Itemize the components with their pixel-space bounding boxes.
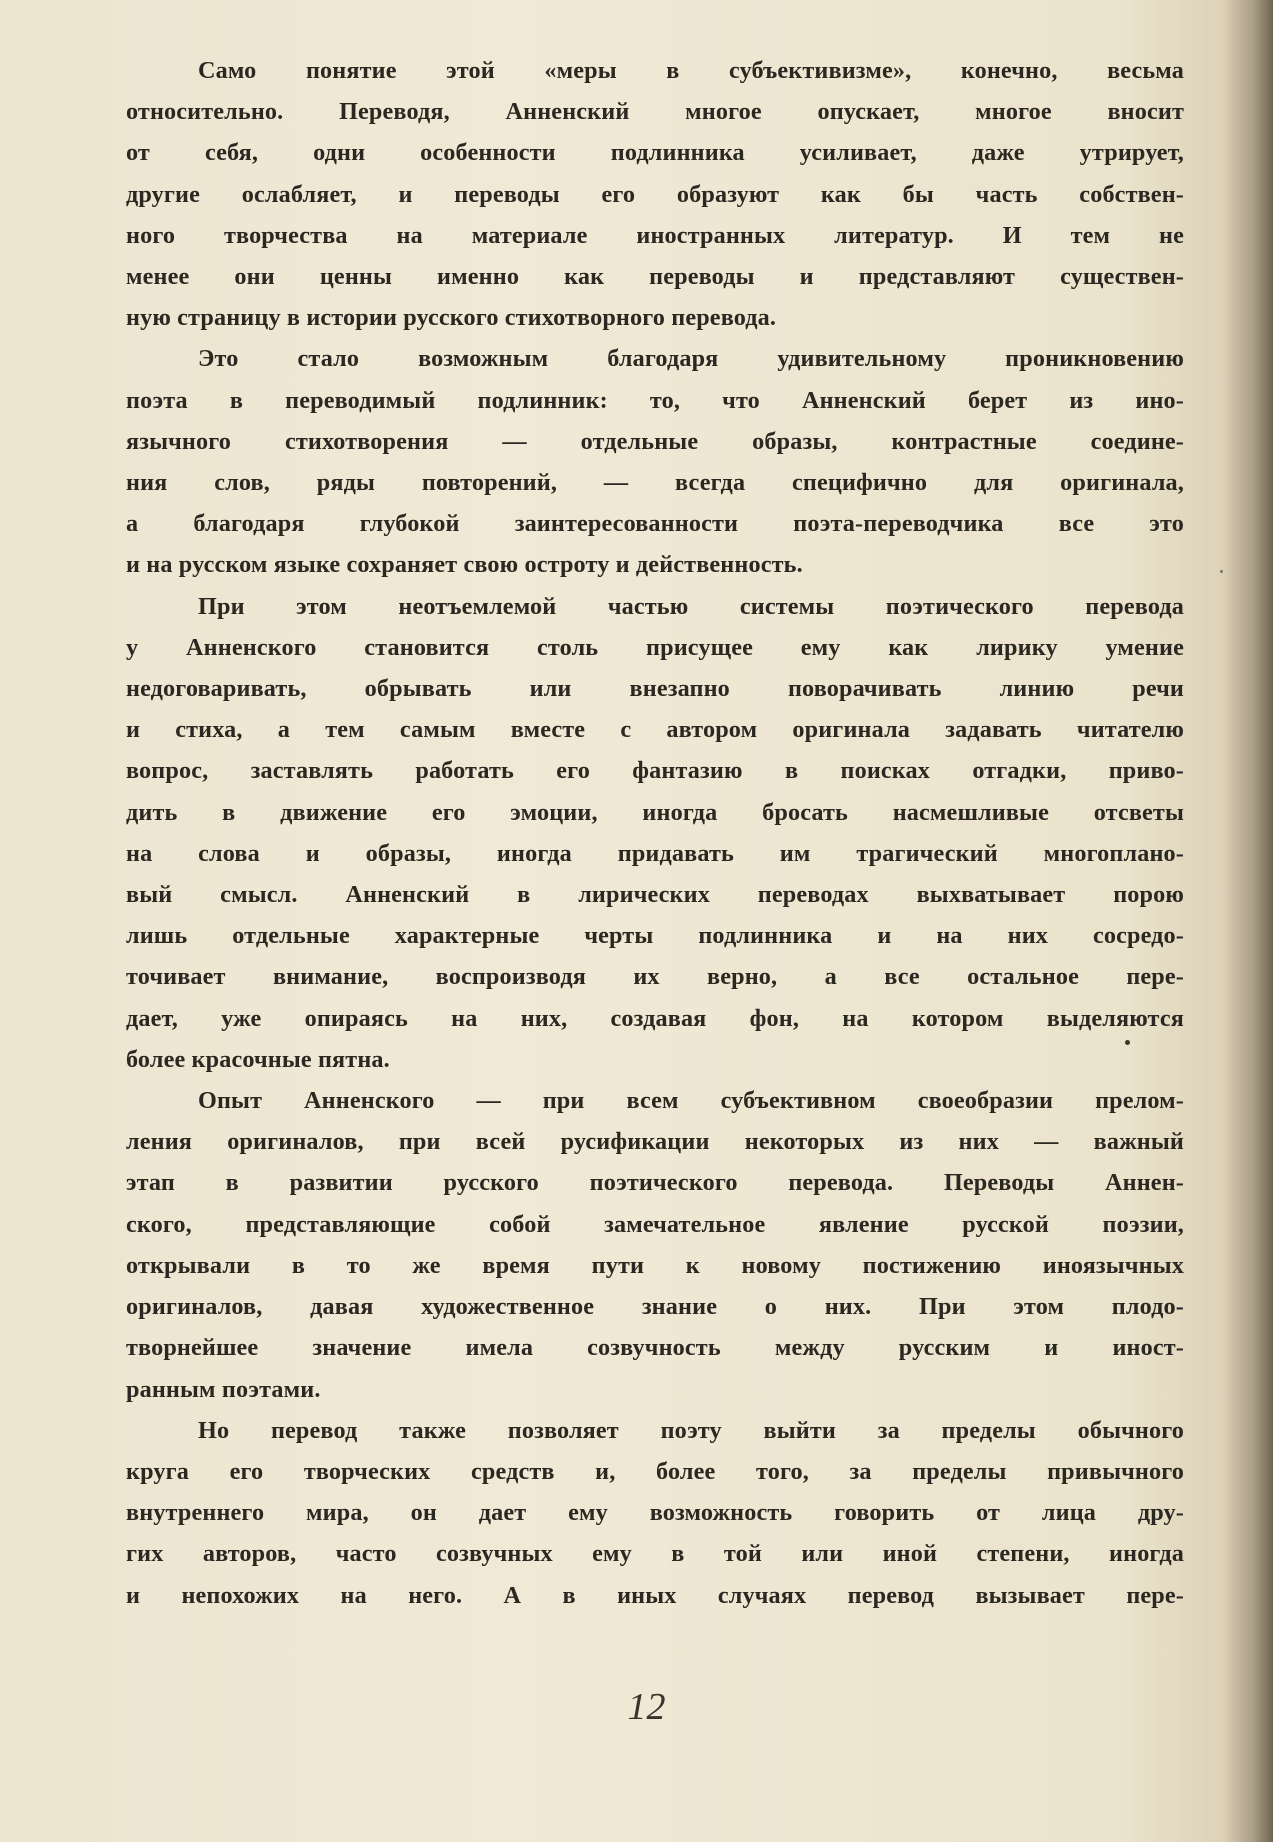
text-line: этап в развитии русского поэтического перевода. Переводы Аннен- xyxy=(126,1169,1184,1197)
text-line: и на русском языке сохраняет свою остроту и действенность. xyxy=(126,551,803,579)
text-line: а благодаря глубокой заинтересованности поэта-переводчика все это xyxy=(126,510,1184,538)
paragraph-5 xyxy=(126,1410,1184,1616)
text-line: ния слов, ряды повторений, — всегда специфично для оригинала, xyxy=(126,469,1184,497)
paragraph-1 xyxy=(126,50,1184,338)
text-line: ного творчества на материале иностранных литератур. И тем не xyxy=(126,221,1184,249)
text-line: ления оригиналов, при всей русификации некоторых из них — важный xyxy=(126,1128,1184,1156)
paper-speck xyxy=(1125,1040,1130,1045)
text-line: и непохожих на него. А в иных случаях перевод вызывает пере- xyxy=(126,1581,1184,1609)
text-line: внутреннего мира, он дает ему возможность говорить от лица дру- xyxy=(126,1499,1184,1527)
text-line: Это стало возможным благодаря удивительному проникновению xyxy=(198,345,1184,373)
text-line: гих авторов, часто созвучных ему в той или иной степени, иногда xyxy=(126,1540,1184,1568)
paragraph-4 xyxy=(126,1080,1184,1410)
text-line: творнейшее значение имела созвучность между русским и иност- xyxy=(126,1334,1184,1362)
text-line: относительно. Переводя, Анненский многое опускает, многое вносит xyxy=(126,98,1184,126)
page-edge-shadow xyxy=(1223,0,1273,1842)
text-line: Опыт Анненского — при всем субъективном своеобразии прелом- xyxy=(198,1087,1184,1115)
text-line: дает, уже опираясь на них, создавая фон, на котором выделяются xyxy=(126,1004,1184,1032)
text-line: дить в движение его эмоции, иногда бросать насмешливые отсветы xyxy=(126,798,1184,826)
text-line: ского, представляющие собой замечательное явление русской поэзии, xyxy=(126,1210,1184,1238)
text-line: недоговаривать, обрывать или внезапно поворачивать линию речи xyxy=(126,675,1184,703)
text-line: Само понятие этой «меры в субъективизме», конечно, весьма xyxy=(198,57,1184,84)
text-line: вый смысл. Анненский в лирических переводах выхватывает порою xyxy=(126,881,1184,909)
paragraph-2 xyxy=(126,338,1184,585)
text-line: у Анненского становится столь присущее ему как лирику умение xyxy=(126,633,1184,661)
text-line: круга его творческих средств и, более того, за пределы привычного xyxy=(126,1457,1184,1485)
page-number: 12 xyxy=(627,1686,666,1728)
text-line: поэта в переводимый подлинник: то, что Анненский берет из ино- xyxy=(126,386,1184,414)
text-line: и стиха, а тем самым вместе с автором оригинала задавать читателю xyxy=(126,716,1184,744)
text-line: открывали в то же время пути к новому постижению иноязычных xyxy=(126,1251,1184,1279)
body-text xyxy=(126,50,1184,1616)
text-line: менее они ценны именно как переводы и представляют существен- xyxy=(126,263,1184,291)
text-line: лишь отдельные характерные черты подлинника и на них сосредо- xyxy=(126,922,1184,950)
text-line: точивает внимание, воспроизводя их верно, а все остальное пере- xyxy=(126,963,1184,991)
text-line: на слова и образы, иногда придавать им трагический многоплано- xyxy=(126,839,1184,867)
paragraph-3 xyxy=(126,586,1184,1080)
text-line: вопрос, заставлять работать его фантазию в поисках отгадки, приво- xyxy=(126,757,1184,785)
text-line: ранным поэтами. xyxy=(126,1375,321,1403)
text-line: При этом неотъемлемой частью системы поэтического перевода xyxy=(198,592,1184,620)
text-line: оригиналов, давая художественное знание о них. При этом плодо- xyxy=(126,1293,1184,1321)
text-line: язычного стихотворения — отдельные образы, контрастные соедине- xyxy=(126,427,1184,455)
text-line: Но перевод также позволяет поэту выйти за пределы обычного xyxy=(198,1416,1184,1444)
text-line: ную страницу в истории русского стихотворного перевода. xyxy=(126,304,777,332)
text-line: от себя, одни особенности подлинника усиливает, даже утрирует, xyxy=(126,139,1184,167)
text-line: другие ослабляет, и переводы его образуют как бы часть собствен- xyxy=(126,180,1184,208)
text-line: более красочные пятна. xyxy=(126,1045,390,1073)
